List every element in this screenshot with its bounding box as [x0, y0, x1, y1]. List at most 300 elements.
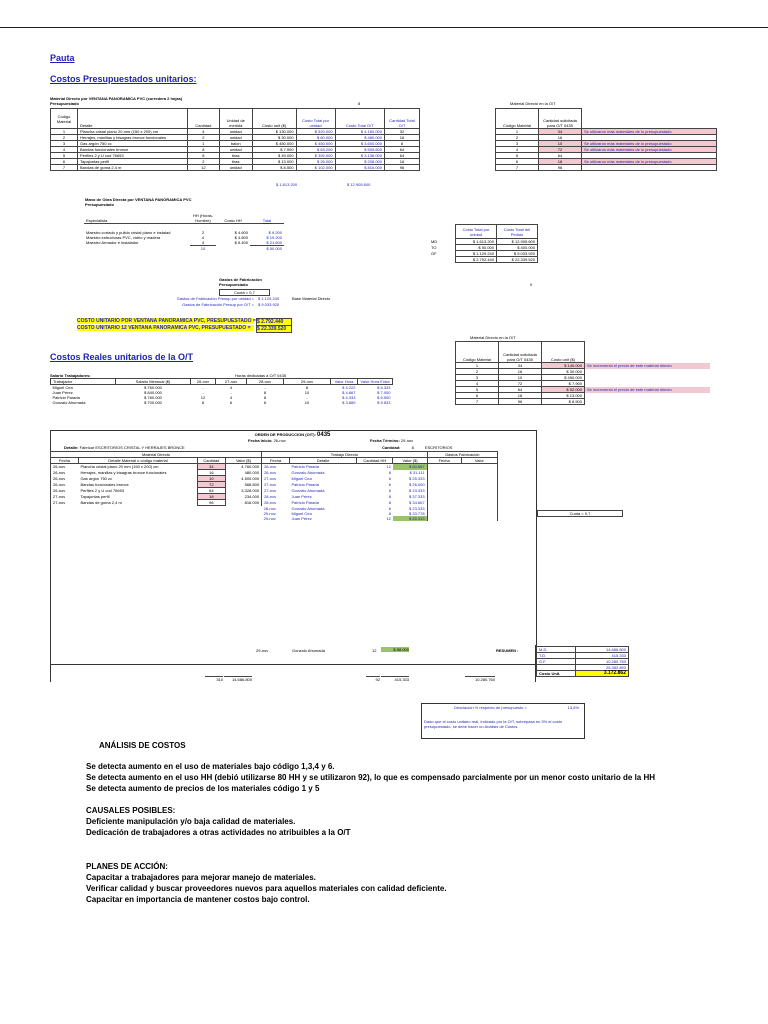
- op-td-date: 27-nov: [264, 488, 277, 493]
- md-total-unit: $ 1.613.200: [276, 182, 298, 187]
- analisis-line: Se detecta aumento en el uso HH (debió utilizarse 80 HH y se utilizaron 92), lo que es compensado parcialmente por un menor costo unitario de la HH: [86, 773, 656, 782]
- mdot2-code: 6: [456, 393, 499, 399]
- md-cell: Plancha cristal plano 20 mm (150 x 200) cm: [78, 129, 188, 135]
- mod-total-hh: 10: [190, 245, 216, 251]
- md-units-count: 8: [358, 101, 361, 106]
- mod-cell: $ 5.400: [234, 239, 248, 245]
- md-cell: 32: [385, 129, 420, 135]
- mod-total: $ 50.000: [250, 245, 284, 251]
- mdot-qty: 18: [539, 159, 582, 165]
- mdot-qty: 72: [539, 147, 582, 153]
- op-td-hh: 6: [388, 488, 391, 493]
- op-cant-label: Cantidad:: [382, 445, 401, 450]
- md-cell: $ 60.000: [296, 135, 335, 141]
- mdot-header: Cantidad solicitada para O/T 0435: [539, 109, 582, 129]
- mdot2-note: Se incrementó el precio de este material directo: [585, 387, 710, 393]
- op-det-label: Detalle:: [64, 445, 79, 450]
- op-md-date: 27-nov: [51, 494, 79, 500]
- op-td-value: $ 23.333: [393, 488, 427, 494]
- gf-line2-label: Gastos de Fabricación Presup por O/T =: [182, 302, 254, 307]
- md-header: Unidad de medida: [219, 109, 252, 129]
- op-td-value: $ 26.000: [393, 482, 427, 488]
- costo-unit-value: 3.172.862: [576, 671, 629, 677]
- md-cell: $ 520.000: [296, 129, 335, 135]
- sal-cell: Juan Pérez: [52, 390, 73, 395]
- md-cell: 2: [188, 159, 220, 165]
- mdot2-cost: $ 13.000: [542, 393, 585, 399]
- desv-note: Dado que el costo unitario real, indicado por la O/T, sobrepasa en 3% el costo presupuestado, se debe hacer un Análisis de Costos.: [424, 719, 563, 729]
- op-md-date: 26-nov: [51, 476, 79, 482]
- op-td-value: $ 65.333: [393, 516, 427, 521]
- mdot2-cost: $ 8.500: [542, 399, 585, 405]
- md-row: [51, 153, 420, 159]
- cu2-value: $ 22.339.520: [256, 325, 292, 333]
- res-total-order: $ 22.339.520: [497, 257, 538, 263]
- gf-line1-label: Gastos de Fabricación Presup por unidad =: [176, 296, 254, 301]
- md-row: [51, 129, 420, 135]
- mdot2-cost: $ 30.000: [542, 369, 585, 375]
- md-row: [51, 147, 420, 153]
- sal-cell: $ 4.667: [342, 390, 356, 395]
- res-label: MD: [431, 239, 438, 244]
- md-cell: 16: [385, 159, 420, 165]
- mod-cell: $ 4.600: [234, 229, 248, 235]
- md-presupuestado: Presupuestado: [50, 101, 79, 106]
- op-md-detail: Bandas de goma 2,4 m: [80, 500, 122, 505]
- md-cell: 6: [51, 159, 78, 165]
- res-label: GF: [431, 251, 437, 256]
- sal-cell: 6: [263, 400, 267, 405]
- md-cell: 12: [188, 165, 220, 171]
- costo-unit-label: Costo Unit.: [537, 671, 576, 677]
- md-header: Código Material: [51, 109, 78, 129]
- md-row: [51, 159, 420, 165]
- op-td-hh: 6: [388, 476, 391, 481]
- op-md-value: 234.000: [225, 494, 261, 500]
- sal-cell: 10: [304, 400, 310, 405]
- md-cell: 4: [188, 129, 220, 135]
- resumen-label-cell: G.F.: [537, 659, 576, 665]
- md-cell: 8: [188, 153, 220, 159]
- md-cell: 3: [51, 141, 78, 147]
- analisis-line: Se detecta aumento en el uso de materiales bajo código 1,3,4 y 6.: [86, 762, 335, 771]
- op-md-qty: 96: [197, 500, 225, 506]
- op-td-date: 28-nov: [264, 500, 277, 505]
- op-td-hh: 8: [388, 470, 391, 475]
- md-cell: 1: [188, 141, 220, 147]
- res-header: Costo Total por unidad: [456, 225, 497, 239]
- analisis-title: ANÁLISIS DE COSTOS: [99, 741, 186, 750]
- sal-cell: -: [306, 395, 308, 400]
- op-md-detail: Plancha cristal plano 20 mm (150 x 200) cm: [80, 464, 159, 470]
- op-md-value: 816.000: [225, 500, 261, 506]
- resumen-value-cell: 10.280.760: [576, 659, 629, 665]
- op-header: Cantidad HH: [357, 458, 393, 464]
- md-cell: Bandas funcionales bronce: [78, 147, 188, 153]
- op-md-qty: 10: [197, 476, 225, 482]
- op-md-qty: 72: [197, 482, 225, 488]
- resumen-label: RESUMEN :: [496, 648, 519, 653]
- op-fi-value: 26-nov: [273, 438, 286, 443]
- op-td-worker: Juan Pérez: [291, 516, 312, 521]
- sal-cell: 8: [305, 385, 309, 390]
- md-cell: unidad: [219, 135, 252, 141]
- op-fi-label: Fecha Inicio:: [248, 438, 273, 443]
- op-cant-unit: ESCRITORIOS: [424, 445, 453, 450]
- md-cell: 96: [385, 165, 420, 171]
- md-cell: $ 3.600.000: [335, 141, 384, 147]
- op-number: 0435: [317, 432, 331, 438]
- op-header: Fecha: [262, 458, 290, 464]
- op-md-detail: Bandas funcionales bronce: [80, 482, 129, 487]
- op-td-value: $ 33.778: [393, 511, 427, 516]
- sal-cell: 4: [229, 395, 233, 400]
- md-cell: unidad: [219, 147, 252, 153]
- md-cell: $ 505.600: [335, 147, 384, 153]
- op-header: Detalle: [290, 458, 357, 464]
- md-row: [51, 141, 420, 147]
- sal-row: [51, 400, 393, 405]
- op-total-td: 415.333: [381, 676, 409, 682]
- desv-value: 13,6%: [567, 705, 579, 710]
- gf-presupuestado: Presupuestado: [219, 282, 248, 287]
- op-group-td: Trabajo Directo: [262, 452, 428, 458]
- op-td-value: $ 37.333: [393, 494, 427, 500]
- resumen-value-cell: 415.333: [576, 653, 629, 659]
- md-cell: $ 450.000: [296, 141, 335, 147]
- mdot-table: [495, 108, 717, 171]
- op-gf-date: [427, 516, 461, 521]
- op-detalle: [64, 445, 185, 450]
- op-td-date: 26-nov: [264, 470, 277, 475]
- op-md-qty: 34: [197, 464, 225, 470]
- sal-cell: $ 700.000: [144, 400, 162, 405]
- md-cell: $ 816.000: [335, 165, 384, 171]
- md-header: Costo unit ($): [252, 109, 296, 129]
- mdot2-cost: $ 7.900: [542, 381, 585, 387]
- mdot-note: Se utilizaron más materiales de lo presupuestado: [582, 147, 717, 153]
- sal-cell: $ 3.889: [342, 400, 356, 405]
- op-td-hh: 8: [388, 494, 391, 499]
- md-cell: 7: [51, 165, 78, 171]
- op-md-value: 480.000: [225, 470, 261, 476]
- res-label: TO: [431, 245, 437, 250]
- md-cell: 64: [385, 147, 420, 153]
- top-rule: [0, 27, 768, 28]
- op-md-date: 26-nov: [51, 470, 79, 476]
- mod-cell: Maestro Armador e instalador: [86, 239, 139, 245]
- op-det-value: Fabricar ESCRITORIOS CRISTAL Y HERRAJES BRONCE: [79, 445, 185, 450]
- mdot2-qty: 34: [499, 363, 542, 369]
- res-unit: $ 1.129.240: [456, 251, 497, 257]
- sal-cell: $ 7.000: [377, 390, 391, 395]
- sal-cell: -: [264, 385, 266, 390]
- op-td-worker: Gonzalo Ahumada: [291, 488, 325, 493]
- sal-header: 28-nov: [247, 379, 284, 385]
- causales-line: Deficiente manipulación y/o baja calidad de materiales.: [86, 817, 296, 826]
- causales-line: Dedicación de trabajadores a otras actividades no atribuibles a la O/T: [86, 828, 351, 837]
- op-md-empty: [51, 516, 79, 521]
- md-cell: $ 8.500: [252, 165, 296, 171]
- sal-cell: $ 4.333: [342, 395, 356, 400]
- op-md-date: 26-nov: [51, 482, 79, 488]
- md-cell: 64: [385, 153, 420, 159]
- op-title-line: [50, 432, 535, 438]
- op-td-hh: 6: [388, 505, 391, 511]
- md-cell: $ 63.200: [296, 147, 335, 153]
- sal-cell: 10: [304, 390, 310, 395]
- op-header: Cantidad: [197, 458, 225, 464]
- mdot2-qty: 96: [499, 399, 542, 405]
- gf-title: Gastos de Fabricación: [219, 277, 262, 282]
- resumen-table: [536, 646, 629, 677]
- sal-cell: Miguel Cea: [52, 385, 73, 390]
- md-cell: 4: [51, 147, 78, 153]
- sal-cell: Gonzalo Ahumada: [52, 400, 86, 405]
- op-td-value: $ 23.333: [393, 506, 427, 512]
- mod-header: Especialista: [84, 209, 190, 223]
- mdot2-header: Código Material: [456, 342, 499, 363]
- op-td-hh: 12: [386, 464, 391, 470]
- op-frame2-left: [50, 645, 51, 682]
- op-gf-value: [461, 516, 497, 521]
- mdot2-qty: 10: [499, 375, 542, 381]
- op-td-value: $ 25.333: [393, 476, 427, 482]
- cu1-value: $ 2.792.440: [256, 318, 292, 326]
- md-cell: $ 130.000: [252, 129, 296, 135]
- mdot-title: Material Directo en la O/T: [510, 101, 556, 106]
- md-header: Cantidad Total O/T: [385, 109, 420, 129]
- mod-cell: 4: [201, 234, 205, 240]
- op-cantidad: [382, 445, 452, 450]
- op-td-worker: Patricio Parada: [291, 464, 319, 470]
- res-order: $ 9.033.920: [497, 251, 538, 257]
- mdot2-code: 5: [456, 387, 499, 393]
- mdot-row: [496, 165, 717, 171]
- sal-header: 27-nov: [216, 379, 247, 385]
- mod-header: Total: [250, 209, 284, 223]
- sal-cell: $ 840.000: [144, 390, 162, 395]
- op-td-date: 29-nov: [263, 516, 276, 521]
- md-cell: $ 450.000: [252, 141, 296, 147]
- op-table: [50, 451, 498, 521]
- op-md-qty: 64: [197, 488, 225, 494]
- op-td-date: 26-nov: [264, 464, 277, 470]
- mdot2-table: [455, 341, 710, 405]
- op-last-worker: Gonzalo Ahumada: [292, 648, 325, 653]
- op-td-worker: Miguel Cea: [291, 476, 312, 481]
- op-md-empty: [78, 516, 197, 521]
- planes-line: Capacitar a trabajadores para mejorar manejo de materiales.: [86, 873, 316, 882]
- op-md-value: 568.800: [225, 482, 261, 488]
- page-title: Pauta: [50, 53, 75, 63]
- section-presupuestados-title: Costos Presupuestados unitarios:: [50, 74, 197, 84]
- op-md-date: 27-nov: [51, 500, 79, 506]
- mdot-code: 5: [496, 153, 539, 159]
- planes-line: Verificar calidad y buscar proveedores nuevos para aquellos materiales con calidad deficiente.: [86, 884, 447, 893]
- mod-presupuestado: Presupuestado: [85, 202, 114, 207]
- sal-cell: $ 4.222: [342, 385, 356, 390]
- sal-cell: $ 760.000: [144, 385, 162, 390]
- cu1-label: COSTO UNITARIO POR VENTANA PANORAMICA PVC, PRESUPUESTADO =: [77, 318, 256, 324]
- mdot2-qty: 18: [499, 393, 542, 399]
- mdot2-qty: 64: [499, 387, 542, 393]
- md-cell: $ 392.000: [296, 153, 335, 159]
- causales-title: CAUSALES POSIBLES:: [86, 806, 176, 815]
- op-md-date: 26-nov: [51, 488, 79, 494]
- op-header: Fecha: [51, 458, 79, 464]
- op-md-empty: [225, 516, 261, 521]
- md-cell: unidad: [219, 165, 252, 171]
- op-total-hh: 92: [366, 676, 380, 682]
- op-md-qty: 18: [197, 494, 225, 500]
- op-td-worker: Miguel Cea: [291, 511, 312, 516]
- mdot2-row: [456, 399, 710, 405]
- mdot2-code: 4: [456, 381, 499, 387]
- resumen-value-cell: 14.686.800: [576, 647, 629, 653]
- mdot2-header: Costo unit ($): [542, 342, 585, 363]
- md-header: Costo Total por unidad: [296, 109, 335, 129]
- resumen-value-cell: 25.382.893: [576, 665, 629, 671]
- md-cell: 5: [51, 153, 78, 159]
- mod-cell: 4: [201, 239, 205, 245]
- md-cell: $ 480.000: [335, 135, 384, 141]
- op-fecha-termino: [370, 438, 413, 443]
- op-total-qty: 310: [205, 676, 223, 682]
- sal-header: Trabajador: [51, 379, 116, 385]
- md-cell: 8: [385, 141, 420, 147]
- mod-cell: $ 21.600: [266, 239, 282, 245]
- md-cell: $ 102.000: [296, 165, 335, 171]
- md-cell: Bandas de goma 2,4 m: [78, 165, 188, 171]
- md-cell: $ 208.000: [335, 159, 384, 165]
- mdot-note: Se utilizaron más materiales de lo presupuestado: [582, 141, 717, 147]
- op-header: Valor ($): [393, 458, 427, 464]
- mdot2-cost: $ 52.000: [542, 387, 585, 393]
- sal-cell: 8: [201, 400, 205, 405]
- md-cell: $ 26.000: [296, 159, 335, 165]
- mdot2-header: Cantidad solicitada para O/T 0435: [499, 342, 542, 363]
- sal-cell: Patricio Parada: [52, 395, 80, 400]
- op-td-date: 27-nov: [264, 482, 277, 487]
- sal-header: 26-nov: [191, 379, 216, 385]
- mdot2-cost: $ 140.000: [542, 363, 585, 369]
- op-header: Valor ($): [225, 458, 261, 464]
- md-cell: $ 3.136.000: [335, 153, 384, 159]
- mod-table: [84, 209, 284, 251]
- desv-row: [424, 705, 579, 710]
- op-md-detail: Herrajes, manillas y bisagras bronce funcionales: [80, 470, 167, 475]
- analisis-line: Se detecta aumento de precios de los materiales código 1 y 5: [86, 784, 320, 793]
- mdot2-note: [585, 399, 710, 405]
- md-cell: Perfiles 2 y U cod 76653: [78, 153, 188, 159]
- op-td-hh: 8: [388, 500, 391, 505]
- mdot2-code: 3: [456, 375, 499, 381]
- op-td-date: 28-nov: [264, 494, 277, 499]
- op-td-date: 29-nov: [263, 511, 276, 516]
- sal-hours-title: Horas dedicadas a O/T 0435: [235, 373, 287, 378]
- mod-cell: Maestro cortado y pulido cristal plano e instalad: [86, 229, 171, 235]
- mdot-qty: 10: [539, 141, 582, 147]
- op-td-worker: Gonzalo Ahumada: [291, 470, 325, 475]
- op-cant-value: 8: [411, 445, 414, 450]
- mod-title: Mano de Obra Directa por VENTANA PANORAMICA PVC: [85, 197, 192, 202]
- md-cell: 16: [385, 135, 420, 141]
- resumen-label-cell: M.D.: [537, 647, 576, 653]
- md-cell: $ 30.000: [252, 135, 296, 141]
- op-td-value: $ 34.667: [393, 500, 427, 506]
- op-ft-label: Fecha Término:: [370, 438, 400, 443]
- mdot2-title: Material Directo en la O/T: [470, 335, 516, 340]
- mdot2-qty: 16: [499, 369, 542, 375]
- res-table: [429, 224, 538, 263]
- res-header: Costo Total del Pedido: [497, 225, 538, 239]
- op-ft-value: 29-nov: [400, 438, 414, 443]
- md-cell: 2: [51, 135, 78, 141]
- op-md-detail: Gas argón 750 cc: [80, 476, 113, 481]
- mdot2-code: 1: [456, 363, 499, 369]
- op-group-gf: Gastos Fabricación: [427, 452, 497, 458]
- op-header: Valor: [461, 458, 497, 464]
- md-row: [51, 135, 420, 141]
- mdot2-note: Se incrementó el precio de este material directo: [585, 363, 710, 369]
- sal-cell: $ 780.000: [144, 395, 162, 400]
- md-table: [50, 108, 420, 171]
- md-cell: tiras: [219, 159, 252, 165]
- md-cell: unidad: [219, 129, 252, 135]
- mod-header: Costo HH: [216, 209, 250, 223]
- md-header: Cantidad: [188, 109, 220, 129]
- op-row: [51, 516, 498, 521]
- mdot-note: Se utilizaron más materiales de lo presupuestado: [582, 159, 717, 165]
- res-unit: $ 50.000: [456, 245, 497, 251]
- md-cell: $ 4.160.000: [335, 129, 384, 135]
- md-cell: Tapajuntas perfil: [78, 159, 188, 165]
- mod-cell: Maestro estructuras PVC, vidrio y madera: [86, 234, 161, 240]
- md-cell: tiras: [219, 153, 252, 159]
- op-md-date: 26-nov: [51, 464, 79, 470]
- res-order: $ 400.000: [497, 245, 538, 251]
- mdot-code: 7: [496, 165, 539, 171]
- mdot-qty: 16: [539, 135, 582, 141]
- res-unit: $ 1.613.200: [456, 239, 497, 245]
- mdot-code: 3: [496, 141, 539, 147]
- mdot-header: Código Material: [496, 109, 539, 129]
- op-td-value: $ 60.667: [393, 464, 427, 470]
- mdot2-code: 7: [456, 399, 499, 405]
- mdot-code: 4: [496, 147, 539, 153]
- op-td-hh: 6: [388, 482, 391, 487]
- gf-line1-note: Base Material Directo: [292, 296, 331, 301]
- mdot2-qty: 72: [499, 381, 542, 387]
- sal-header: 29-nov: [284, 379, 331, 385]
- md-header: Detalle: [78, 109, 188, 129]
- op-fecha-inicio: [248, 438, 286, 443]
- sal-cell: 8: [263, 395, 267, 400]
- op-md-qty: 16: [197, 470, 225, 476]
- mdot-note: [582, 165, 717, 171]
- op-td-worker: Gonzalo Ahumada: [291, 505, 325, 511]
- md-cell: Herrajes, manillas y bisagras bronce funcionales: [78, 135, 188, 141]
- op-td-worker: Juan Pérez: [291, 494, 312, 499]
- op-title: ORDEN DE PRODUCCION (O/T):: [254, 432, 316, 437]
- md-cell: balon: [219, 141, 252, 147]
- mdot-code: 6: [496, 159, 539, 165]
- mdot2-code: 2: [456, 369, 499, 375]
- op-td-date: 27-nov: [264, 476, 277, 481]
- md-cell: 8: [188, 147, 220, 153]
- op-md-detail: Perfiles 2 y U cod 76653: [80, 488, 125, 493]
